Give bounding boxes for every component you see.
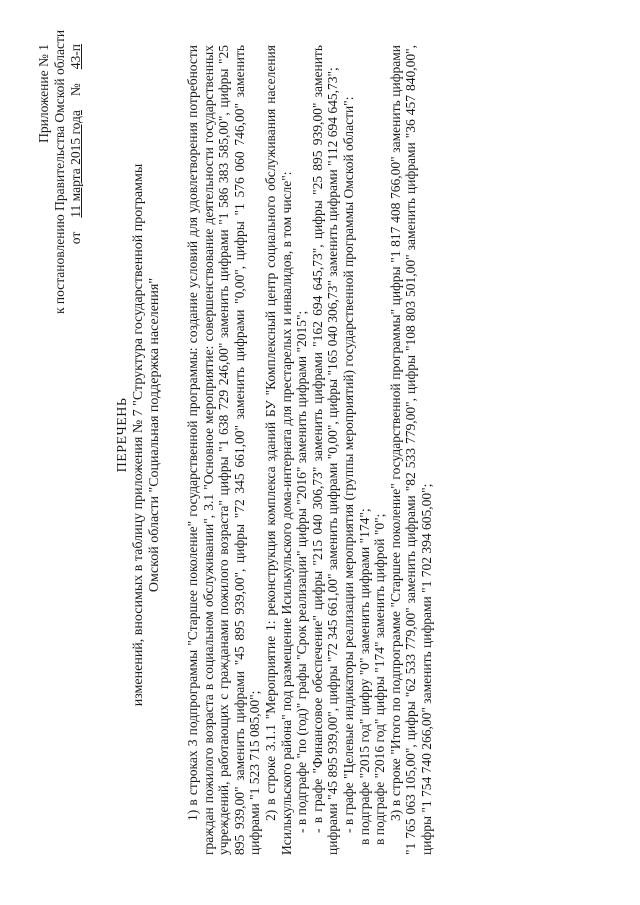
appendix-title: Приложение № 1 xyxy=(36,44,51,143)
paragraph-3: - в подграфе "по (год)" графы "Срок реализации" цифры "2016" заменить цифрами "2015"; xyxy=(294,310,310,833)
date-value: 11 марта 2015 года xyxy=(68,110,83,218)
paragraph-2: 2) в строке 3.1.1 "Мероприятие 1: реконструкция комплекса зданий БУ "Комплексный центр социального обслуживания населения Исилькульского района" под размещение Исилькульского дома-интерната для престарелых и инвалидов, в том числе": xyxy=(262,45,294,855)
document-heading xyxy=(115,145,163,725)
number-prefix: № xyxy=(68,83,83,97)
paragraph-6: в подграфе "2015 год" цифру "0" заменить цифрами "174"; xyxy=(356,508,372,845)
document-body xyxy=(185,45,435,855)
paragraph-4: - в графе "Финансовое обеспечение" цифры "215 040 306,73" заменить цифрами "162 694 645,73", цифры "25 895 939,00" заменить цифрами "45 895 939,00", цифры "72 345 661,00" заменить цифрами "0,00", цифры "165 040 306,73" заменить цифрами "112 694 645,73"; xyxy=(309,45,341,855)
heading-title: ПЕРЕЧЕНЬ xyxy=(115,397,130,473)
appendix-date-line xyxy=(68,44,83,284)
appendix-reference: к постановлению Правительства Омской области xyxy=(52,29,67,314)
paragraph-8: 3) в строке "Итого по подпрограмме "Старшее поколение" государственной программы" цифры "1 817 408 766,00" заменить цифрами "1 765 063 105,00", цифры "62 533 779,00" заменить цифрами "82 533 779,00", цифры "108 803 501,00" заменить цифрами "36 457 840,00", цифры "1 754 740 266,00" заменить цифрами "1 702 394 605,00"; xyxy=(387,45,434,855)
number-value: 43-п xyxy=(68,44,83,70)
heading-line-1: изменений, вносимых в таблицу приложения № 7 "Структура государственной программы xyxy=(131,163,146,707)
paragraph-5: - в графе "Целевые индикаторы реализации мероприятия (группы мероприятий) государственной программы Омской области": xyxy=(340,96,356,833)
heading-line-2: Омской области "Социальная поддержка населения" xyxy=(147,277,162,593)
paragraph-7: в подграфе "2016 год" цифры "174" заменить цифрой "0"; xyxy=(372,513,388,845)
date-prefix: от xyxy=(68,231,83,245)
appendix-block xyxy=(36,29,84,314)
paragraph-1: 1) в строках 3 подпрограммы "Старшее поколение" государственной программы: создание условий для удовлетворения потребности граждан пожилого возраста в социальном обслуживании", 3.1 "Основное мероприятие: совершенствование деятельности государственных учреждений, работающих с гражданами пожилого возраста" цифры "1 638 729 246,00" заменить цифрами "1 586 383 585,00", цифры "25 895 939,00" заменить цифрами "45 895 939,00", цифры "72 345 661,00" заменить цифрами "0,00", цифры "1 576 060 746,00" заменить цифрами "1 523 715 085,00"; xyxy=(185,45,263,855)
